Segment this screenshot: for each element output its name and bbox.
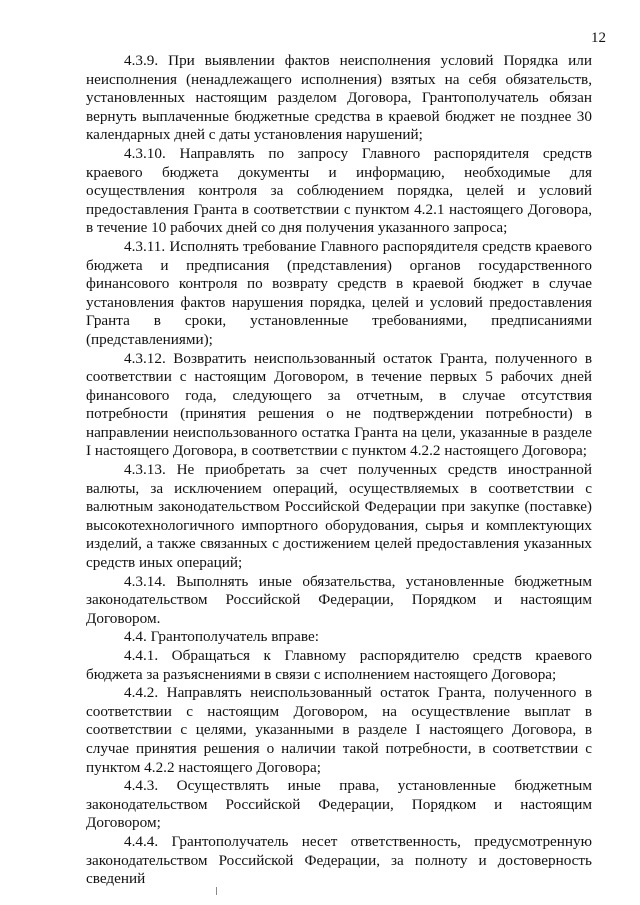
paragraph-4-4-4: 4.4.4. Грантополучатель несет ответственность, предусмотренную законодательством Российской Федерации, за полноту и достоверность сведений xyxy=(86,832,592,888)
paragraph-4-4-1: 4.4.1. Обращаться к Главному распорядителю средств краевого бюджета за разъяснениями в связи с исполнением настоящего Договора; xyxy=(86,647,592,683)
paragraph-4-4: 4.4. Грантополучатель вправе: xyxy=(124,628,319,646)
paragraph-4-3-12: 4.3.12. Возвратить неиспользованный остаток Гранта, полученного в соответствии с настоящим Договором, в течение первых 5 рабочих дней финансового года, следующего за отчетным, в случае отсутствия потребности (принятия решения о не подтверждении потребности) в направлении неиспользованного остатка Гранта на цели, указанные в разделе I настоящего Договора, в соответствии с пунктом 4.2.2 настоящего Договора; xyxy=(86,349,592,460)
paragraph-4-3-14: 4.3.14. Выполнять иные обязательства, установленные бюджетным законодательством Российской Федерации, Порядком и настоящим Договором. xyxy=(86,572,592,627)
paragraph-4-4-3: 4.4.3. Осуществлять иные права, установленные бюджетным законодательством Российской Федерации, Порядком и настоящим Договором; xyxy=(86,777,592,832)
paragraph-4-3-13: 4.3.13. Не приобретать за счет полученных средств иностранной валюты, за исключением операций, осуществляемых в соответствии с валютным законодательством Российской Федерации при закупке (поставке) высокотехнологичного импортного оборудования, сырья и комплектующих изделий, а также связанных с достижением целей предоставления указанных средств иных операций; xyxy=(86,461,592,572)
paragraph-4-3-9: 4.3.9. При выявлении фактов неисполнения условий Порядка или неисполнения (ненадлежащего исполнения) взятых на себя обязательств, установленных настоящим разделом Договора, Грантополучатель обязан вернуть выплаченные бюджетные средства в краевой бюджет не позднее 30 календарных дней с даты установления нарушений; xyxy=(86,52,592,144)
scan-mark xyxy=(216,887,217,895)
document-body xyxy=(86,52,592,889)
paragraph-4-3-11: 4.3.11. Исполнять требование Главного распорядителя средств краевого бюджета и предписания (представления) органов государственного финансового контроля по возврату средств в краевой бюджет в случае установления фактов нарушения порядка, целей и условий предоставления Гранта в сроки, установленные требованиями, предписаниями (представлениями); xyxy=(86,237,592,348)
paragraph-4-3-10: 4.3.10. Направлять по запросу Главного распорядителя средств краевого бюджета документы и информацию, необходимые для осуществления контроля за соблюдением порядка, целей и условий предоставления Гранта в соответствии с пунктом 4.2.1 настоящего Договора, в течение 10 рабочих дней со дня получения указанного запроса; xyxy=(86,144,592,237)
page-number: 12 xyxy=(591,30,606,46)
paragraph-4-4-2: 4.4.2. Направлять неиспользованный остаток Гранта, полученного в соответствии с настоящим Договором, на осуществление выплат в соответствии с целями, указанными в разделе I настоящего Договора, в случае принятия решения о наличии такой потребности, в соответствии с пунктом 4.2.2 настоящего Договора; xyxy=(86,684,592,776)
